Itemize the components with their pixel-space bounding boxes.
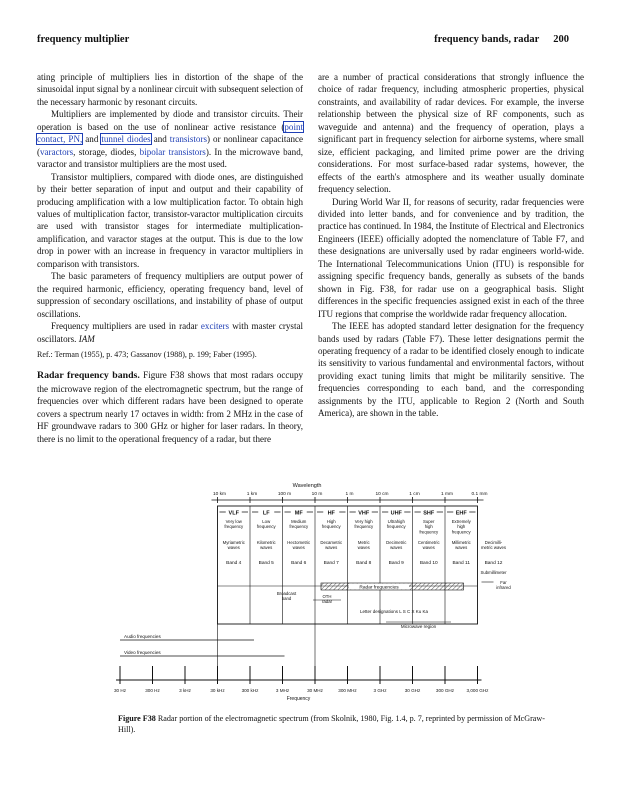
band-name: Low: [262, 519, 271, 524]
audio-frequencies-label: Audio frequencies: [124, 634, 161, 639]
paragraph-multipliers: [37, 108, 303, 170]
frequency-label: 3 MHz: [275, 688, 290, 693]
figure-caption: [118, 714, 558, 736]
band-label-shf: SHF: [423, 510, 435, 517]
running-header-right: [434, 34, 569, 45]
band-number: Band 10: [419, 561, 438, 566]
band-number: Band 4: [226, 561, 242, 566]
link-tunnel-diodes[interactable]: tunnel diodes: [101, 134, 151, 145]
text-run: and: [150, 134, 170, 145]
band-name: frequency: [419, 529, 439, 535]
paragraph-considerations: are a number of practical considerations that strongly influence the choice of radar frequency, including atmospheric properties, physical constraints, and availability of radar devices. For example, the inverse relationship between the physical size of RF components, such as waveguide and antenna) and the frequency of operation, plays a significant part in frequency selection for airborne systems, where small size, efficient packaging, and limited prime power are the driving considerations. For most surface-based radar systems, however, the effects of the earth's atmosphere and its weather usually dominate frequency selection.: [318, 72, 584, 195]
oth-label: OTH: [322, 594, 332, 599]
wavelength-label: 0.1 mm: [471, 492, 488, 497]
far-infrared-label: Far: [500, 580, 507, 585]
band-label-mf: MF: [294, 510, 303, 517]
paragraph-continuation: ating principle of multipliers lies in distortion of the shape of the sinusoidal input signal by a nonlinear circuit with subsequent selection of the necessary harmonic by resonant circuits.: [37, 72, 303, 107]
paragraph-wwii: During World War II, for reasons of security, radar frequencies were divided into letter bands, and for convenience and by tradition, the practice has continued. In 1984, the Institute of Electrical and Electronics Engineers (IEEE) officially adopted the nomenclature of Table F7, and these designations are universally used by radar engineers world-wide. The International Telecommunications Union (ITU) is responsible for assigning specific frequency bands, generally as subsets of the bands shown in Fig. F38, for radar use on a geographical basis. Slight differences in the specific frequencies assigned exist in each of the three ITU regions that comprise the worldwide radar frequency allocation.: [318, 196, 584, 319]
text-run: with master crystal oscillators.: [37, 321, 303, 344]
frequency-label: 3 GHz: [373, 688, 387, 693]
wavelength-label: 1 mm: [441, 492, 453, 497]
text-run: ) or nonlinear capacitance (: [37, 134, 303, 157]
band-number: Band 11: [452, 561, 471, 566]
band-name: High: [326, 519, 336, 524]
frequency-label: 300 kHz: [241, 688, 259, 693]
text-run: ). In the microwave band, varactor and transistor multipliers are the most used.: [37, 146, 303, 170]
running-header-topic: frequency bands, radar: [434, 34, 540, 45]
wavelength-label: 10 m: [311, 492, 323, 497]
entry-heading: Radar frequency bands.: [37, 370, 140, 382]
band-name: Extremely: [451, 519, 471, 524]
frequency-label: 3,000 GHz: [466, 688, 489, 693]
link-bipolar-transistors[interactable]: bipolar transistors: [139, 146, 206, 157]
wavelength-label: 10 km: [212, 492, 227, 497]
wave-name: Myriametric: [222, 540, 245, 545]
right-column: [318, 71, 584, 420]
wave-name: waves: [292, 545, 305, 551]
wave-name: Decimilli-: [484, 540, 503, 545]
wave-name: waves: [357, 545, 370, 551]
band-label-ehf: EHF: [455, 510, 467, 517]
band-name: Super: [423, 519, 435, 524]
wavelength-label: 1 m: [345, 492, 354, 497]
wave-name: waves: [455, 545, 468, 551]
wave-name: Centimetric: [417, 540, 440, 545]
band-name: Very high: [354, 519, 373, 524]
wavelength-title: Wavelength: [292, 483, 322, 489]
band-name: frequency: [354, 524, 374, 530]
frequency-label: 300 Hz: [145, 688, 160, 693]
author-initials: IAM: [78, 333, 95, 344]
submillimeter-label: Submillimeter: [480, 570, 507, 575]
wave-name: waves: [325, 545, 338, 551]
oth-label: radar: [321, 599, 333, 604]
wave-name: waves: [422, 545, 435, 551]
band-label-vhf: VHF: [358, 510, 370, 517]
wavelength-label: 1 km: [246, 492, 258, 497]
band-number: Band 7: [323, 561, 339, 566]
wave-name: Hectometric: [287, 540, 311, 545]
band-number: Band 8: [356, 561, 372, 566]
text-run: , storage, diodes,: [73, 146, 140, 157]
frequency-label: 300 GHz: [435, 688, 455, 693]
paragraph-usage: [37, 320, 303, 345]
band-name: Very low: [225, 519, 242, 524]
page-number: 200: [553, 34, 569, 45]
wave-name: waves: [260, 545, 273, 551]
frequency-label: 30 kHz: [210, 688, 225, 693]
band-name: frequency: [386, 524, 406, 530]
frequency-title: Frequency: [286, 696, 311, 702]
wave-name: Metric: [357, 540, 370, 545]
letter-designations: Letter designations L S C X Ku Ka: [359, 609, 429, 614]
link-transistors[interactable]: transistors: [169, 134, 207, 145]
broadcast-label: Broadcast: [276, 591, 297, 596]
band-name: Medium: [291, 519, 307, 524]
frequency-label: 30 Hz: [113, 688, 127, 693]
caption-text: Radar portion of the electromagnetic spectrum (from Skolnik, 1980, Fig. 1.4, p. 7, reprinted by permission of McGraw-Hill).: [118, 714, 545, 734]
paragraph-transistor-multipliers: Transistor multipliers, compared with diode ones, are distinguished by their better separation of input and output and their capability of producing amplification with a low multiplication factor. To obtain high values of multiplication factor, transistor-varactor multiplication circuits are used with transistor stages for intermediate multiplication-amplification, and varactor stages at the output. This is due to the low drop in power with an increase in frequency in varactor multipliers in comparison with transistors.: [37, 171, 303, 269]
frequency-label: 300 MHz: [338, 688, 357, 693]
text-run: Multipliers are implemented by diode and transistor circuits. Their operation is based on the use of nonlinear active resistance (: [37, 109, 303, 132]
wave-name: Millimetric: [451, 540, 471, 545]
wave-name: Kilometric: [256, 540, 276, 545]
paragraph-basic-parameters: The basic parameters of frequency multipliers are output power of the required harmonic, efficiency, operating frequency band, level of suppression of secondary oscillations, and instability of phase of output oscillations.: [37, 271, 303, 319]
band-name: Ultrahigh: [387, 519, 405, 524]
text-run: Frequency multipliers are used in radar: [51, 321, 201, 332]
broadcast-label: band: [281, 596, 292, 601]
wave-name: metric waves: [480, 545, 507, 551]
references: Ref.: Terman (1955), p. 473; Gassanov (1988), p. 199; Faber (1995).: [37, 349, 257, 359]
figure-f38-spectrum: [108, 480, 511, 710]
band-name: high: [457, 524, 466, 530]
video-frequencies-label: Video frequencies: [124, 650, 161, 655]
band-label-vlf: VLF: [228, 510, 239, 517]
wavelength-label: 1 cm: [409, 492, 420, 497]
wavelength-label: 10 cm: [375, 492, 389, 497]
band-number: Band 5: [258, 561, 274, 566]
wave-name: Decametric: [320, 540, 343, 545]
band-number: Band 9: [388, 561, 404, 566]
link-point-contact[interactable]: point contact, PN,: [37, 121, 303, 145]
band-label-uhf: UHF: [390, 510, 402, 517]
far-infrared-label: infrared: [496, 585, 511, 590]
link-varactors[interactable]: varactors: [40, 146, 74, 157]
wave-name: Decimetric: [386, 540, 407, 545]
band-name: frequency: [321, 524, 341, 530]
microwave-region-label: Microwave region: [400, 624, 437, 629]
frequency-label: 3 kHz: [179, 688, 191, 693]
text-run: Figure F38 shows that most radars occupy the microwave region of the electromagnetic spectrum, but the range of frequencies over which different radars have been designed to operate covers a spectrum nearly 17 octaves in width: from 2 MHz in the case of HF groundwave radars to 300 GHz or higher for laser radars. In theory, there is no limit to the operational frequency of a radar, but there: [37, 370, 303, 444]
text-run: and: [82, 134, 102, 145]
band-name: high: [424, 524, 433, 530]
left-column: [37, 71, 303, 445]
paragraph-ieee: The IEEE has adopted standard letter designation for the frequency bands used by radars (Table F7). These letter designations permit the operating frequency of a radar to be identified closely enough to indicate its sensitivity to various fundamental and environmental factors, without providing exact tuning limits that might be militarily sensitive. The frequencies corresponding to each band, and the corresponding assignments by the ITU, applicable to Region 2 (North and South America), are shown in the table.: [318, 321, 584, 419]
running-header-left: frequency multiplier: [37, 34, 130, 45]
band-name: frequency: [256, 524, 276, 530]
frequency-label: 30 GHz: [404, 688, 421, 693]
paragraph-radar-frequency-bands: [37, 369, 303, 445]
radar-frequencies-label: Radar frequencies: [359, 585, 399, 591]
band-label-hf: HF: [327, 510, 335, 517]
figure-label: Figure F38: [118, 714, 156, 723]
band-label-lf: LF: [262, 510, 270, 517]
band-number: Band 12: [484, 561, 503, 566]
wave-name: waves: [227, 545, 240, 551]
band-name: frequency: [289, 524, 309, 530]
band-name: frequency: [224, 524, 244, 530]
frequency-label: 30 MHz: [307, 688, 323, 693]
spectrum-diagram: [108, 480, 511, 710]
wavelength-label: 100 m: [277, 492, 292, 497]
band-number: Band 6: [291, 561, 307, 566]
wave-name: waves: [390, 545, 403, 551]
link-exciters[interactable]: exciters: [200, 321, 230, 332]
band-name: frequency: [451, 529, 471, 535]
